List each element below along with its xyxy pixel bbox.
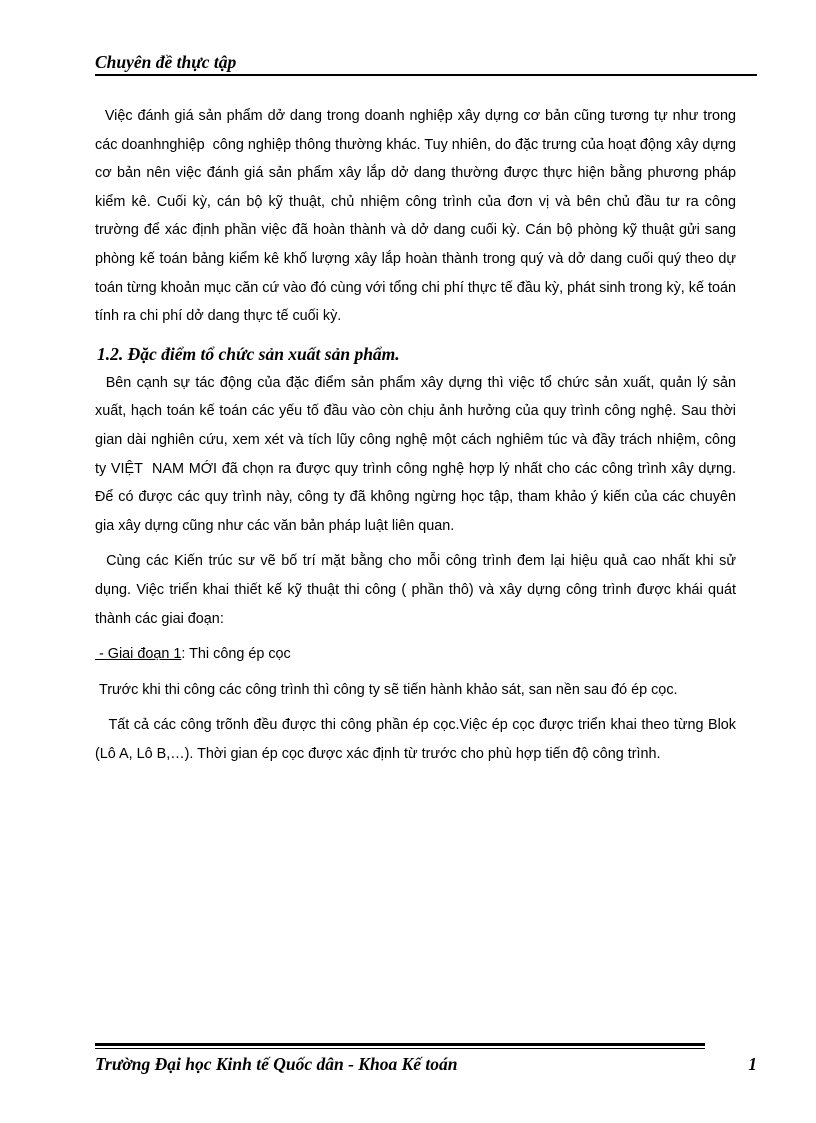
- section-heading: 1.2. Đặc điểm tổ chức sản xuất sản phẩm.: [97, 343, 400, 364]
- footer-text: Trường Đại học Kinh tế Quốc dân - Khoa Kế toán: [95, 1054, 458, 1074]
- paragraph-wip-valuation: Việc đánh giá sản phẩm dở dang trong doanh nghiệp xây dựng cơ bản cũng tương tự như trong các doanhnghiệp công nghiệp thông thường khác. Tuy nhiên, do đặc trưng của hoạt động xây dựng cơ bản nên việc đánh giá sản phẩm xây lắp dở dang thường được thực hiện bằng phương pháp kiểm kê. Cuối kỳ, cán bộ kỹ thuật, chủ nhiệm công trình của đơn vị và bên chủ đầu tư ra công trường để xác định phần việc đã hoàn thành và dở dang cuối kỳ. Cán bộ phòng kỹ thuật gửi sang phòng kế toán bảng kiểm kê khố lượng xây lắp hoàn thành trong quý và dở dang cuối quý theo dự toán từng khoản mục căn cứ vào đó cùng với tổng chi phí thực tế đầu kỳ, phát sinh trong kỳ, kế toán tính ra chi phí dở dang thực tế cuối kỳ.: [95, 108, 741, 325]
- paragraph-survey: Trước khi thi công các công trình thì công ty sẽ tiến hành khảo sát, san nền sau đó ép cọc.: [95, 681, 678, 698]
- footer-rule-thick: [95, 1043, 705, 1046]
- header-rule: [95, 74, 757, 76]
- stage-1-label: - Giai đoạn 1: [95, 646, 182, 663]
- footer-row: [95, 1053, 757, 1075]
- page-footer: [95, 1043, 757, 1075]
- stage-1-line: [95, 640, 736, 669]
- document-body: [95, 102, 741, 768]
- page-header: [95, 50, 757, 76]
- footer-rule-thin: [95, 1048, 705, 1049]
- paragraph-piling: Tất cả các công trõnh đều được thi công phần ép cọc.Việc ép cọc được triển khai theo từng Blok (Lô A, Lô B,…). Thời gian ép cọc được xác định từ trước cho phù hợp tiến độ công trình.: [95, 717, 740, 762]
- paragraph-production-organization: Bên cạnh sự tác động của đặc điểm sản phẩm xây dựng thì việc tổ chức sản xuất, quản lý sản xuất, hạch toán kế toán các yếu tố đầu vào còn chịu ảnh hưởng của quy trình công nghệ. Sau thời gian dài nghiên cứu, xem xét và tích lũy công nghệ một cách nghiêm túc và đầy trách nhiệm, công ty VIỆT NAM MỚI đã chọn ra được quy trình công nghệ hợp lý nhất cho các công trình xây dựng. Để có được các quy trình này, công ty đã không ngừng học tập, tham khảo ý kiến của các chuyên gia xây dựng cũng như các văn bản pháp luật liên quan.: [95, 374, 740, 534]
- stage-1-text: : Thi công ép cọc: [181, 646, 291, 663]
- header-title: Chuyên đề thực tập: [95, 52, 237, 72]
- paragraph-architects: Cùng các Kiến trúc sư vẽ bố trí mặt bằng cho mỗi công trình đem lại hiệu quả cao nhất khi sử dụng. Việc triển khai thiết kế kỹ thuật thi công ( phần thô) và xây dựng công trình được khái quát thành các giai đoạn:: [95, 553, 741, 627]
- page-number: 1: [748, 1054, 757, 1074]
